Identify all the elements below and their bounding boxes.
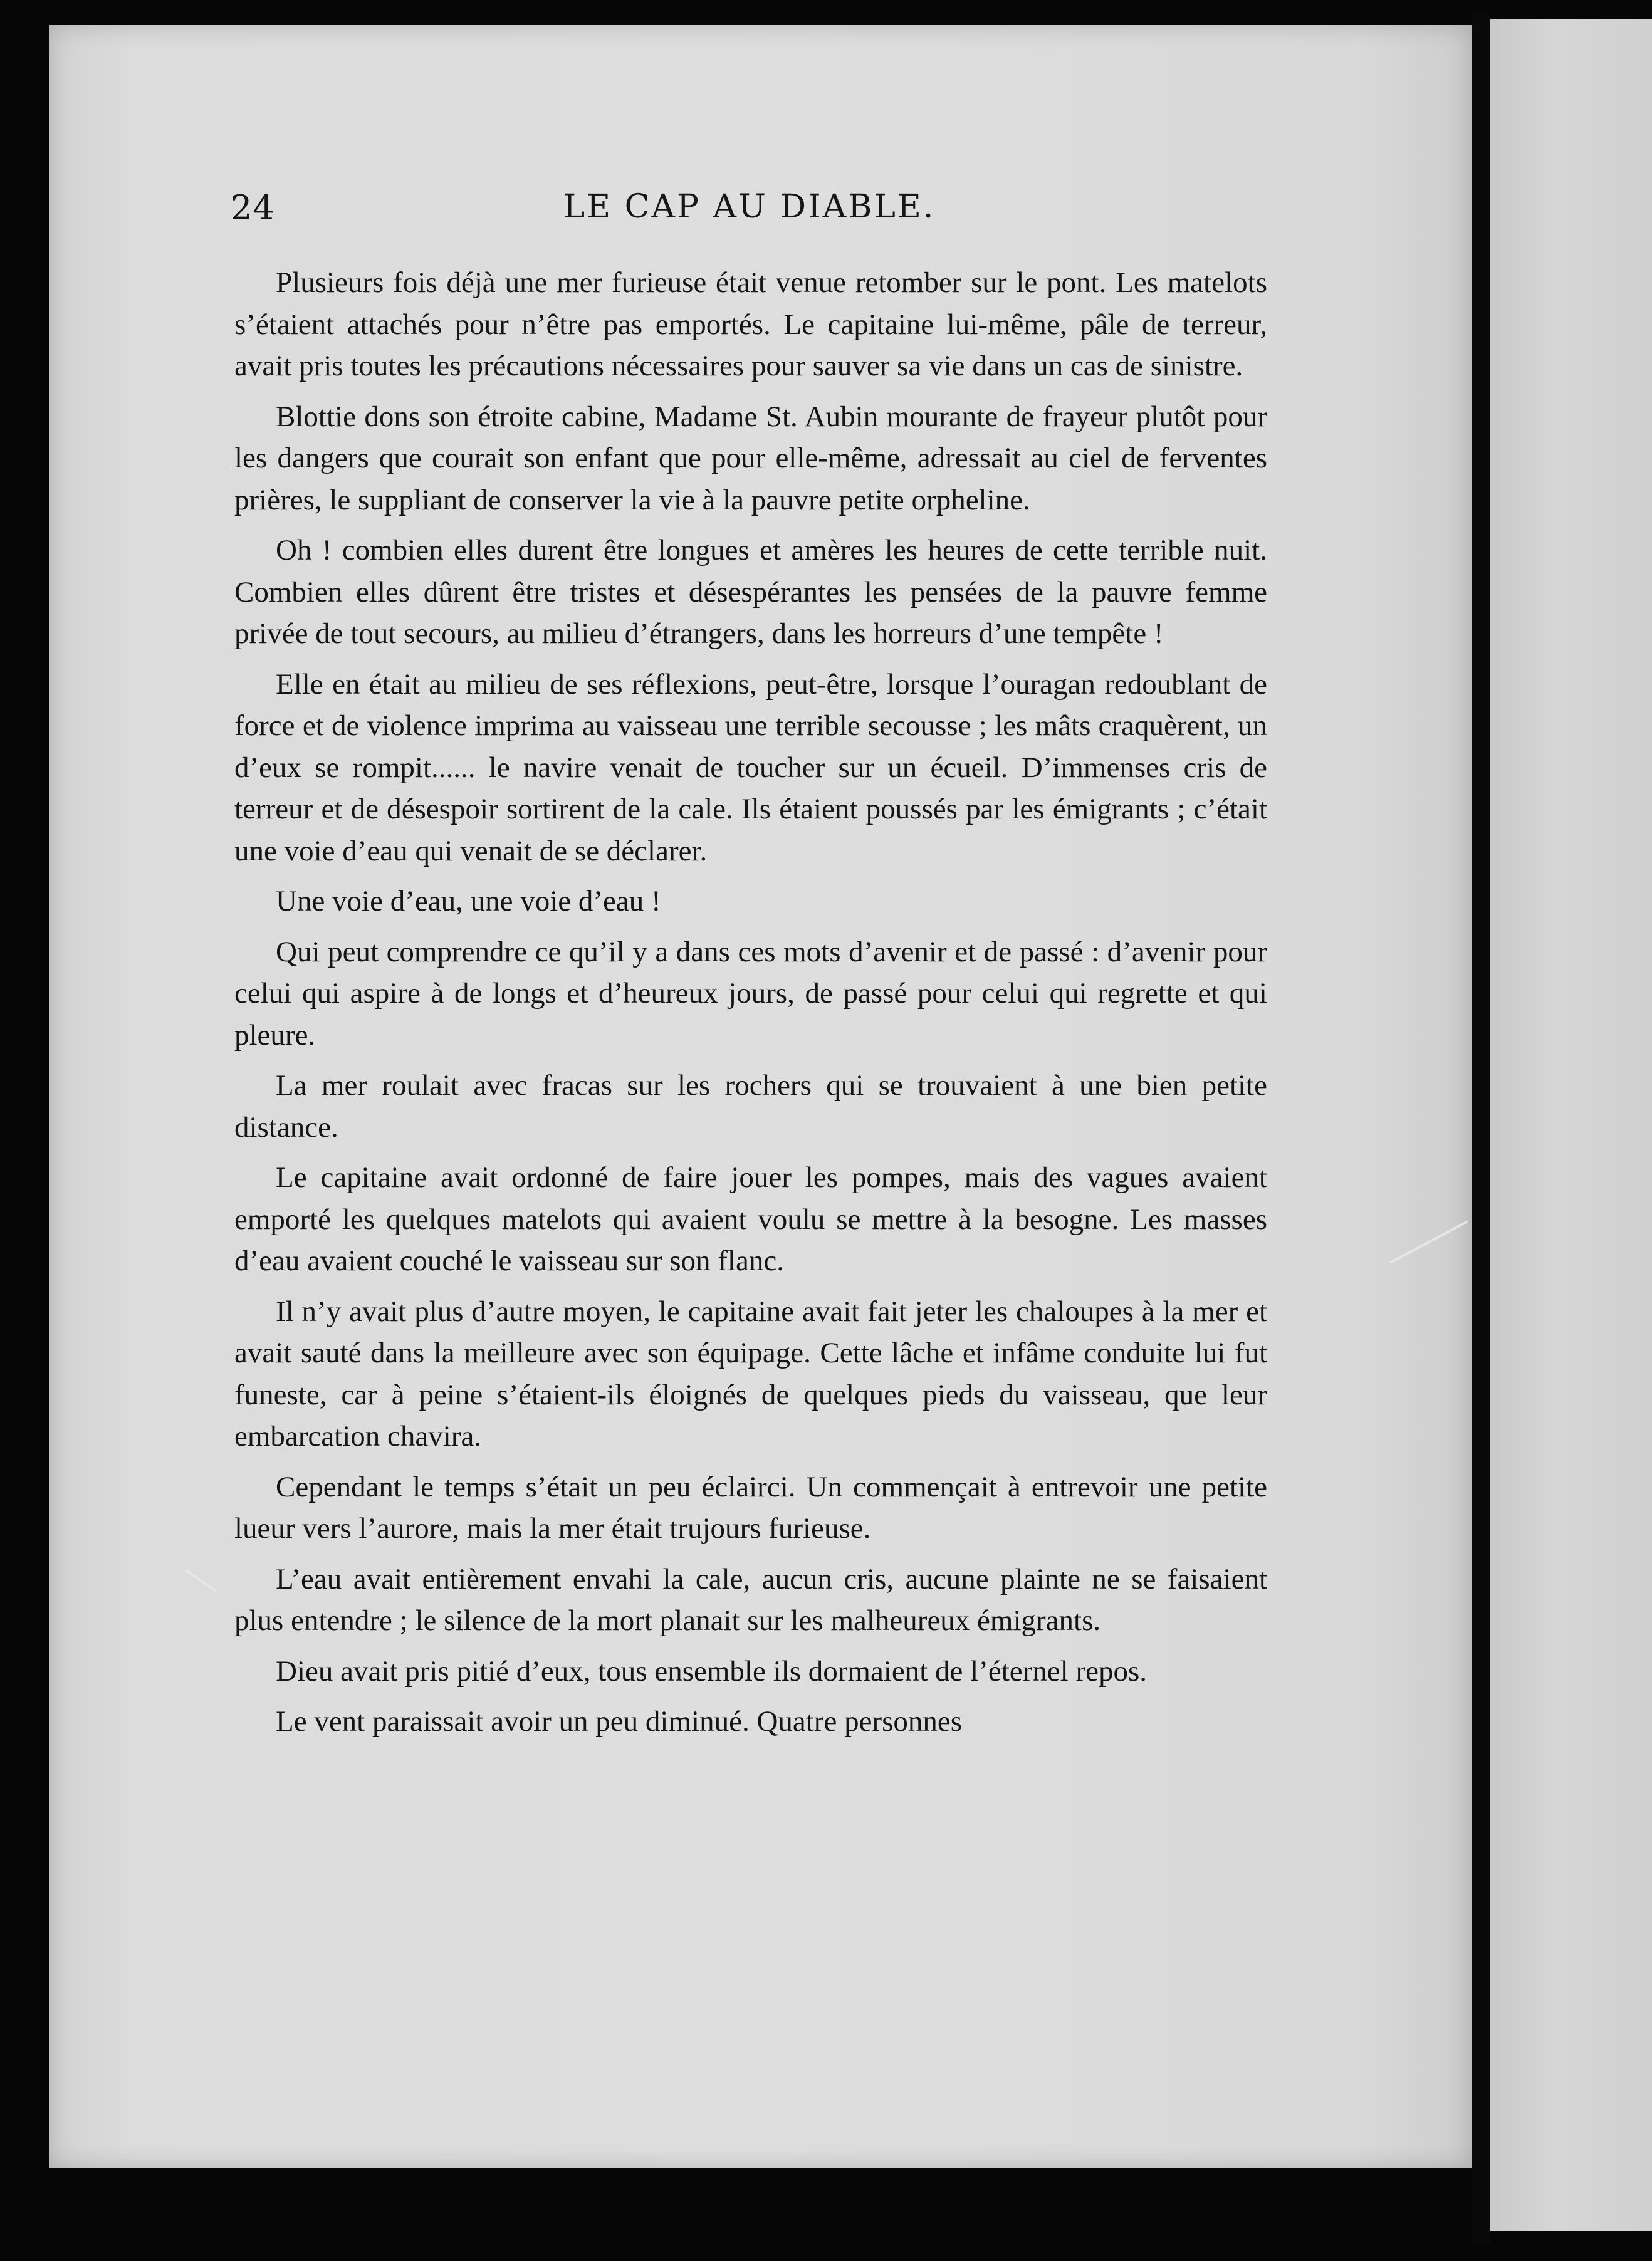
paragraph: La mer roulait avec fracas sur les rochers qui se trouvaient à une bien petite distance.: [234, 1069, 1267, 1144]
paragraph: Le capitaine avait ordonné de faire jouer les pompes, mais des vagues avaient emporté les quelques matelots qui avaient voulu se mettre à la besogne. Les masses d’eau avaient couché le vaisseau sur son flanc.: [234, 1161, 1267, 1277]
paragraph: Une voie d’eau, une voie d’eau !: [276, 885, 661, 917]
paragraph: Le vent paraissait avoir un peu diminué. Quatre personnes: [276, 1705, 963, 1738]
book-spine-gutter: [1472, 13, 1490, 2243]
paragraph: L’eau avait entièrement envahi la cale, aucun cris, aucune plainte ne se faisaient plus entendre ; le silence de la mort planait sur les malheureux émigrants.: [234, 1562, 1267, 1637]
paragraph: Dieu avait pris pitié d’eux, tous ensemble ils dormaient de l’éternel repos.: [276, 1654, 1148, 1688]
paragraph: Blottie dons son étroite cabine, Madame St. Aubin mourante de frayeur plutôt pour les dangers que courait son enfant que pour elle-même, adressait au ciel de ferventes prières, le suppliant de conserver la vie à la pauvre petite orpheline.: [234, 400, 1267, 516]
paragraph: Qui peut comprendre ce qu’il y a dans ces mots d’avenir et de passé : d’avenir pour celui qui aspire à de longs et d’heureux jours, de passé pour celui qui regrette et qui pleure.: [234, 935, 1267, 1052]
paragraph: Il n’y avait plus d’autre moyen, le capitaine avait fait jeter les chaloupes à la mer et avait sauté dans la meilleure avec son équipage. Cette lâche et infâme conduite lui fut funeste, car à peine s’étaient-ils éloignés de quelques pieds du vaisseau, que leur embarcation chavira.: [234, 1295, 1267, 1453]
facing-page-edge: [1490, 19, 1652, 2231]
body-text: [234, 262, 1267, 1752]
page-number: 24: [231, 188, 275, 227]
running-title: LE CAP AU DIABLE.: [563, 188, 936, 226]
page-header: [231, 188, 1268, 238]
paragraph: Elle en était au milieu de ses réflexions, peut-être, lorsque l’ouragan redoublant de force et de violence imprima au vaisseau une terrible secousse ; les mâts craquèrent, un d’eux se rompit...... le navire venait de toucher sur un écueil. D’immenses cris de terreur et de désespoir sortirent de la cale. Ils étaient poussés par les émigrants ; c’était une voie d’eau qui venait de se déclarer.: [234, 667, 1267, 867]
paragraph: Oh ! combien elles durent être longues et amères les heures de cette terrible nuit. Combien elles dûrent être tristes et désespérantes les pensées de la pauvre femme privée de tout secours, au milieu d’étrangers, dans les horreurs d’une tempête !: [234, 534, 1267, 650]
paragraph: Plusieurs fois déjà une mer furieuse était venue retomber sur le pont. Les matelots s’étaient attachés pour n’être pas emportés. Le capitaine lui-même, pâle de terreur, avait pris toutes les précautions nécessaires pour sauver sa vie dans un cas de sinistre.: [234, 266, 1267, 382]
paragraph: Cependant le temps s’était un peu éclairci. Un commençait à entrevoir une petite lueur vers l’aurore, mais la mer était trujours furieuse.: [234, 1470, 1267, 1545]
